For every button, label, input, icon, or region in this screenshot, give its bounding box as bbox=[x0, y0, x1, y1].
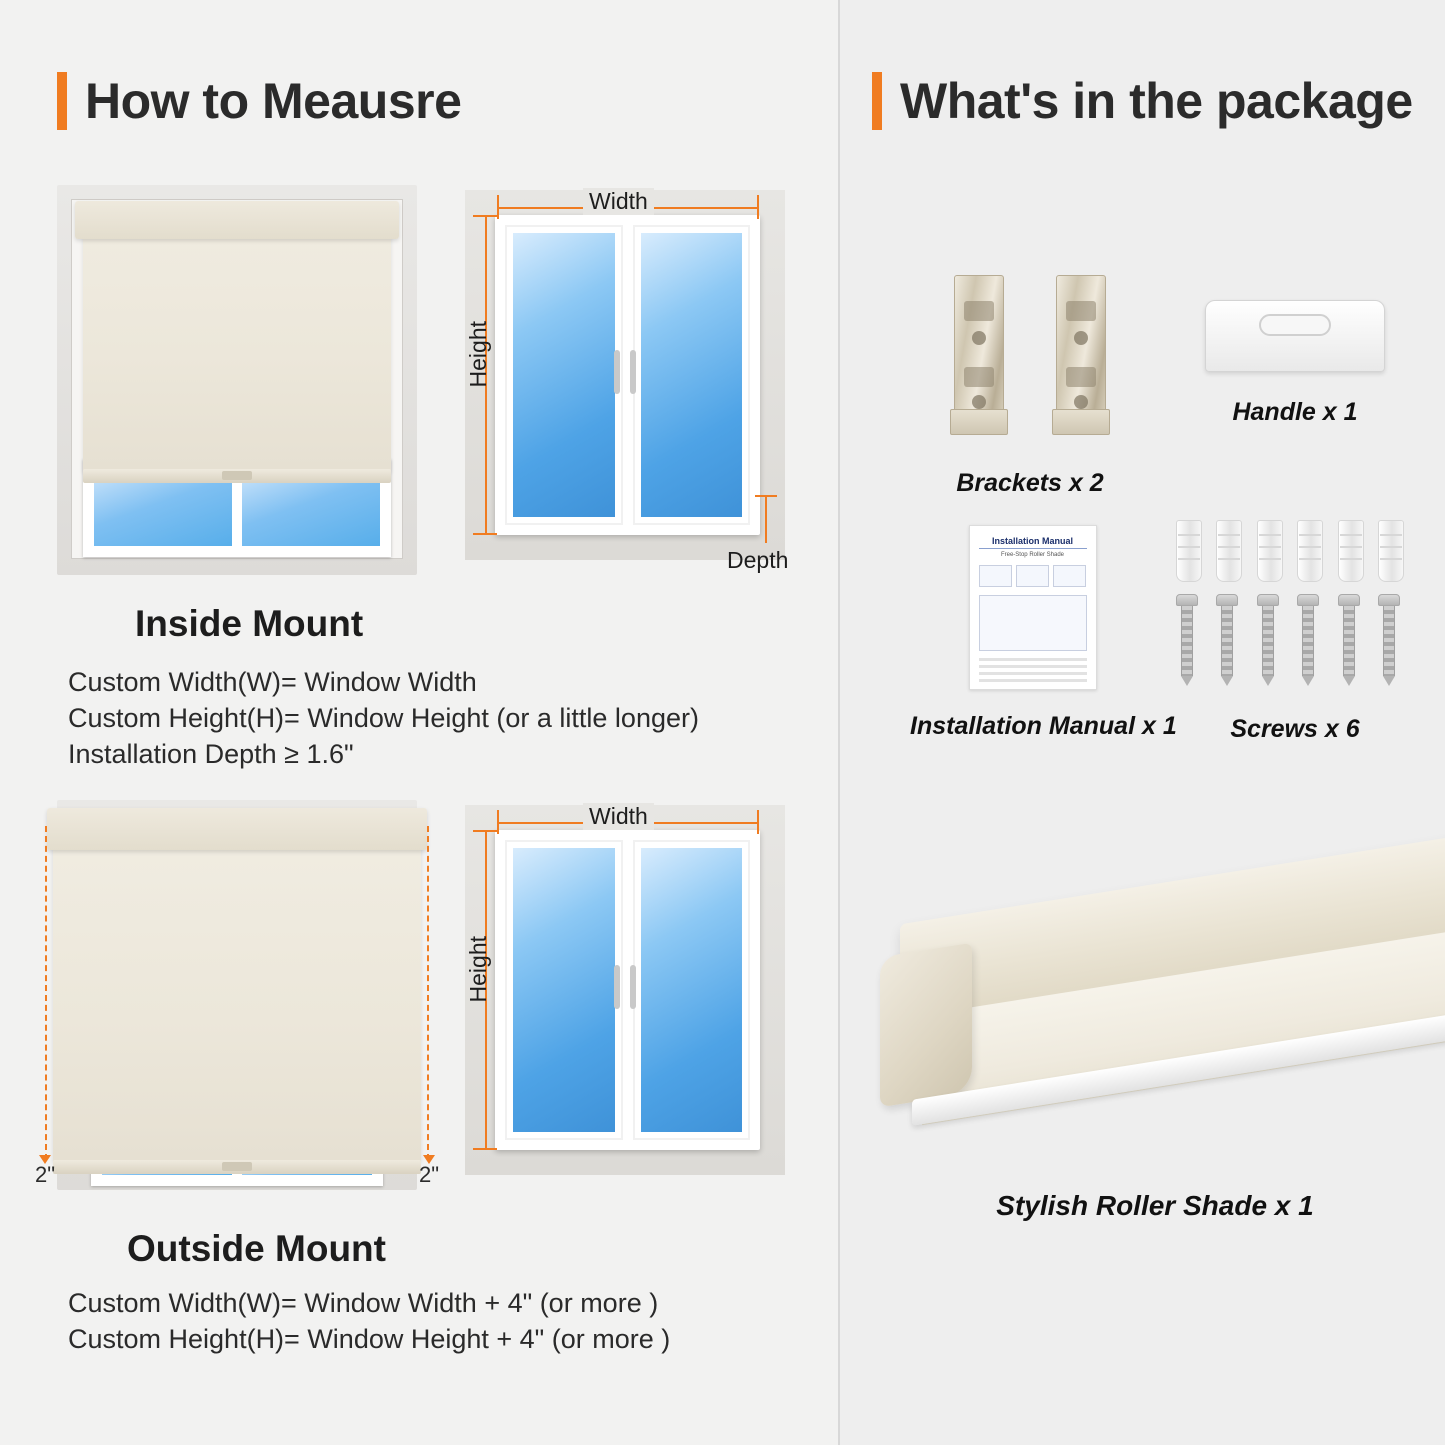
outside-mount-diagrams bbox=[0, 800, 838, 1200]
overhang-guide-right bbox=[427, 826, 429, 1160]
screws-label: Screws x 6 bbox=[1230, 715, 1360, 743]
height-tick-bottom bbox=[473, 533, 497, 535]
width-tick-left bbox=[497, 195, 499, 219]
wall-anchor-part bbox=[1216, 520, 1242, 582]
shade-fabric bbox=[53, 844, 421, 1162]
window-sash bbox=[633, 225, 751, 525]
overhang-label-left: 2" bbox=[35, 1162, 56, 1187]
manual-label: Installation Manual x 1 bbox=[910, 712, 1177, 740]
screw-part bbox=[1378, 594, 1400, 686]
outside-spec-2: Custom Height(H)= Window Height + 4" (or more ) bbox=[68, 1324, 671, 1354]
depth-measure-line bbox=[765, 495, 767, 543]
shade-pull-tab bbox=[222, 471, 252, 480]
right-panel bbox=[838, 0, 1445, 1445]
package-heading bbox=[872, 72, 1413, 130]
outside-mount-block bbox=[0, 800, 838, 1354]
wall-anchor-part bbox=[1338, 520, 1364, 582]
screw-part bbox=[1216, 594, 1238, 686]
package-item-handle bbox=[1175, 300, 1415, 427]
inside-mount-shade-illustration bbox=[57, 185, 417, 575]
shade-pull-tab bbox=[222, 1162, 252, 1171]
screw-part bbox=[1297, 594, 1319, 686]
screws-image bbox=[1170, 594, 1420, 699]
brackets-label: Brackets x 2 bbox=[956, 469, 1104, 497]
wall-anchor-part bbox=[1297, 520, 1323, 582]
screw-part bbox=[1338, 594, 1360, 686]
width-label: Width bbox=[583, 188, 654, 215]
glass-pane bbox=[513, 848, 615, 1132]
manual-cover-title: Installation Manual bbox=[979, 536, 1087, 549]
depth-label: Depth bbox=[727, 547, 789, 573]
inside-spec-2: Custom Height(H)= Window Height (or a little longer) bbox=[68, 703, 699, 733]
overhang-label-right: 2" bbox=[418, 1162, 439, 1187]
outside-mount-shade-illustration bbox=[35, 800, 439, 1190]
window-handle-icon bbox=[612, 350, 638, 394]
overhang-guide-left bbox=[45, 826, 47, 1160]
height-tick-bottom bbox=[473, 1148, 497, 1150]
wall-anchor-part bbox=[1257, 520, 1283, 582]
package-item-screws bbox=[1170, 520, 1420, 744]
manual-thumb-row bbox=[979, 565, 1087, 587]
height-tick-top bbox=[473, 215, 497, 217]
wall-anchor-part bbox=[1176, 520, 1202, 582]
page-title: How to Meausre bbox=[85, 73, 462, 129]
glass-pane bbox=[513, 233, 615, 517]
window-sash bbox=[633, 840, 751, 1140]
window-sash bbox=[505, 840, 623, 1140]
glass-pane bbox=[641, 848, 743, 1132]
manual-diagram-block bbox=[979, 595, 1087, 651]
brackets-image bbox=[910, 275, 1150, 445]
height-label: Height bbox=[465, 321, 491, 388]
bracket-part bbox=[1050, 275, 1112, 435]
inside-mount-diagrams bbox=[0, 185, 838, 585]
depth-tick bbox=[755, 495, 777, 497]
roller-shade-image bbox=[860, 860, 1445, 1260]
outside-mount-measure-illustration bbox=[455, 800, 795, 1190]
shade-headrail bbox=[47, 808, 427, 850]
accent-bar-icon bbox=[872, 72, 882, 130]
bracket-part bbox=[948, 275, 1010, 435]
handle-label: Handle x 1 bbox=[1232, 398, 1358, 426]
package-item-brackets bbox=[910, 275, 1150, 498]
roller-shade-label: Stylish Roller Shade x 1 bbox=[996, 1190, 1314, 1221]
inside-mount-block bbox=[0, 185, 838, 769]
wall-anchor-part bbox=[1378, 520, 1404, 582]
handle-image bbox=[1205, 300, 1385, 372]
window-sash bbox=[505, 225, 623, 525]
accent-bar-icon bbox=[57, 72, 67, 130]
inside-spec-1: Custom Width(W)= Window Width bbox=[68, 667, 477, 697]
installation-manual-image bbox=[969, 525, 1097, 690]
screw-part bbox=[1257, 594, 1279, 686]
inside-mount-measure-illustration bbox=[455, 185, 795, 575]
height-tick-top bbox=[473, 830, 497, 832]
outside-spec-1: Custom Width(W)= Window Width + 4" (or more ) bbox=[68, 1288, 659, 1318]
window-handle-icon bbox=[612, 965, 638, 1009]
width-tick-left bbox=[497, 810, 499, 834]
width-tick-right bbox=[757, 195, 759, 219]
width-tick-right bbox=[757, 810, 759, 834]
manual-text-lines bbox=[979, 658, 1087, 682]
height-label: Height bbox=[465, 936, 491, 1003]
anchors-image bbox=[1170, 520, 1420, 580]
roller-endcap bbox=[880, 943, 972, 1108]
outside-mount-title: Outside Mount bbox=[127, 1228, 386, 1269]
how-to-measure-heading bbox=[57, 72, 461, 130]
width-label: Width bbox=[583, 803, 654, 830]
screw-part bbox=[1176, 594, 1198, 686]
package-item-manual bbox=[910, 525, 1177, 741]
inside-spec-3: Installation Depth ≥ 1.6" bbox=[68, 739, 354, 769]
shade-fabric bbox=[83, 213, 391, 471]
glass-pane bbox=[641, 233, 743, 517]
manual-cover-subtitle: Free-Stop Roller Shade bbox=[1000, 552, 1065, 558]
shade-headrail bbox=[75, 201, 399, 239]
inside-mount-title: Inside Mount bbox=[135, 603, 364, 644]
package-title: What's in the package bbox=[900, 73, 1413, 129]
